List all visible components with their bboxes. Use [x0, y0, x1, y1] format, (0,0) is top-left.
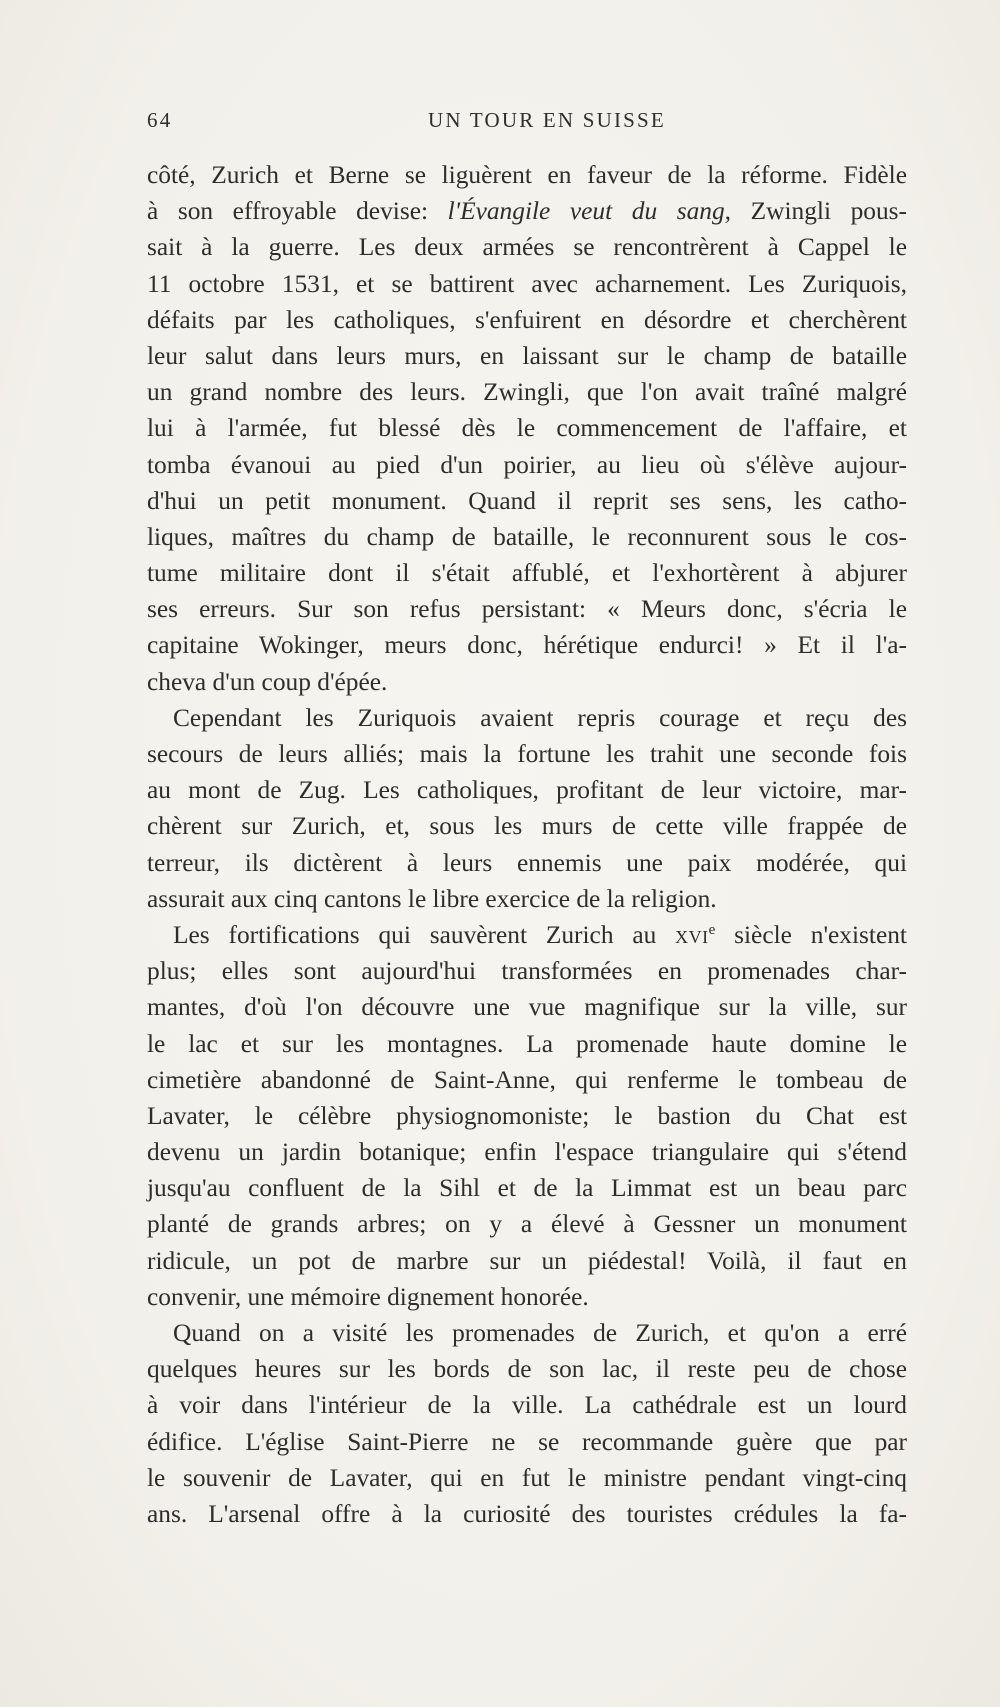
- text-line: liques, maîtres du champ de bataille, le reconnurent sous le cos-: [147, 522, 907, 551]
- body-text: [147, 157, 907, 1532]
- text-line: à voir dans l'intérieur de la ville. La cathédrale est un lourd: [147, 1391, 907, 1420]
- text-line: jusqu'au confluent de la Sihl et de la Limmat est un beau parc: [147, 1174, 907, 1203]
- text-line: Lavater, le célèbre physiognomoniste; le bastion du Chat est: [147, 1101, 907, 1130]
- text-line: un grand nombre des leurs. Zwingli, que l'on avait traîné malgré: [147, 378, 907, 407]
- text-line: le lac et sur les montagnes. La promenade haute domine le: [147, 1029, 907, 1058]
- text-line: chèrent sur Zurich, et, sous les murs de cette ville frappée de: [147, 812, 907, 841]
- text-line: Cependant les Zuriquois avaient repris courage et reçu des: [173, 703, 907, 732]
- text-line: édifice. L'église Saint-Pierre ne se recommande guère que par: [147, 1427, 907, 1456]
- text-line-sc: XVI: [675, 926, 709, 947]
- text-line: ans. L'arsenal offre à la curiosité des touristes crédules la fa-: [147, 1499, 907, 1528]
- text-line: le souvenir de Lavater, qui en fut le ministre pendant vingt-cinq: [147, 1463, 907, 1492]
- text-line: [147, 917, 907, 953]
- text-line-em: l'Évangile veut du sang,: [447, 197, 732, 226]
- text-line: tomba évanoui au pied d'un poirier, au lieu où s'élève aujour-: [147, 450, 907, 479]
- text-line: capitaine Wokinger, meurs donc, hérétique endurci! » Et il l'a-: [147, 631, 907, 660]
- text-line: assurait aux cinq cantons le libre exercice de la religion.: [147, 884, 717, 913]
- text-line: devenu un jardin botanique; enfin l'espace triangulaire qui s'étend: [147, 1138, 907, 1167]
- text-line: secours de leurs alliés; mais la fortune les trahit une seconde fois: [147, 740, 907, 768]
- text-line: ses erreurs. Sur son refus persistant: « Meurs donc, s'écria le: [147, 595, 907, 624]
- text-line-sup: e: [708, 921, 716, 938]
- text-line-pre: Les fortifications qui sauvèrent Zurich au: [173, 920, 676, 949]
- text-line-post: siècle n'existent: [715, 920, 907, 949]
- text-line: quelques heures sur les bords de son lac, il reste peu de chose: [147, 1355, 907, 1384]
- text-line: cheva d'un coup d'épée.: [147, 667, 388, 696]
- running-title: UN TOUR EN SUISSE: [428, 108, 666, 132]
- text-line: terreur, ils dictèrent à leurs ennemis une paix modérée, qui: [147, 848, 907, 877]
- text-line: planté de grands arbres; on y a élevé à Gessner un monument: [147, 1210, 907, 1239]
- text-line: leur salut dans leurs murs, en laissant sur le champ de bataille: [147, 341, 907, 370]
- text-line: d'hui un petit monument. Quand il reprit ses sens, les catho-: [147, 486, 907, 515]
- text-line: 11 octobre 1531, et se battirent avec acharnement. Les Zuriquois,: [147, 269, 907, 298]
- text-line: cimetière abandonné de Saint-Anne, qui renferme le tombeau de: [147, 1065, 907, 1094]
- text-line: mantes, d'où l'on découvre une vue magnifique sur la ville, sur: [147, 993, 907, 1022]
- text-line-post: Zwingli pous-: [731, 197, 907, 226]
- text-line: ridicule, un pot de marbre sur un piédestal! Voilà, il faut en: [147, 1246, 907, 1275]
- text-line: convenir, une mémoire dignement honorée.: [147, 1282, 589, 1311]
- text-line-pre: à son effroyable devise:: [147, 197, 448, 226]
- text-line: au mont de Zug. Les catholiques, profitant de leur victoire, mar-: [147, 776, 907, 805]
- text-line: Quand on a visité les promenades de Zurich, et qu'on a erré: [173, 1319, 907, 1347]
- text-line: défaits par les catholiques, s'enfuirent en désordre et cherchèrent: [147, 305, 907, 334]
- text-line: plus; elles sont aujourd'hui transformées en promenades char-: [147, 957, 907, 986]
- text-line: tume militaire dont il s'était affublé, et l'exhortèrent à abjurer: [147, 559, 907, 588]
- text-line: lui à l'armée, fut blessé dès le commencement de l'affaire, et: [147, 414, 907, 443]
- page-number: 64: [147, 108, 173, 132]
- text-line: côté, Zurich et Berne se liguèrent en faveur de la réforme. Fidèle: [147, 161, 907, 189]
- text-line: sait à la guerre. Les deux armées se rencontrèrent à Cappel le: [147, 233, 907, 262]
- text-line: [147, 193, 907, 229]
- running-head: [147, 108, 907, 138]
